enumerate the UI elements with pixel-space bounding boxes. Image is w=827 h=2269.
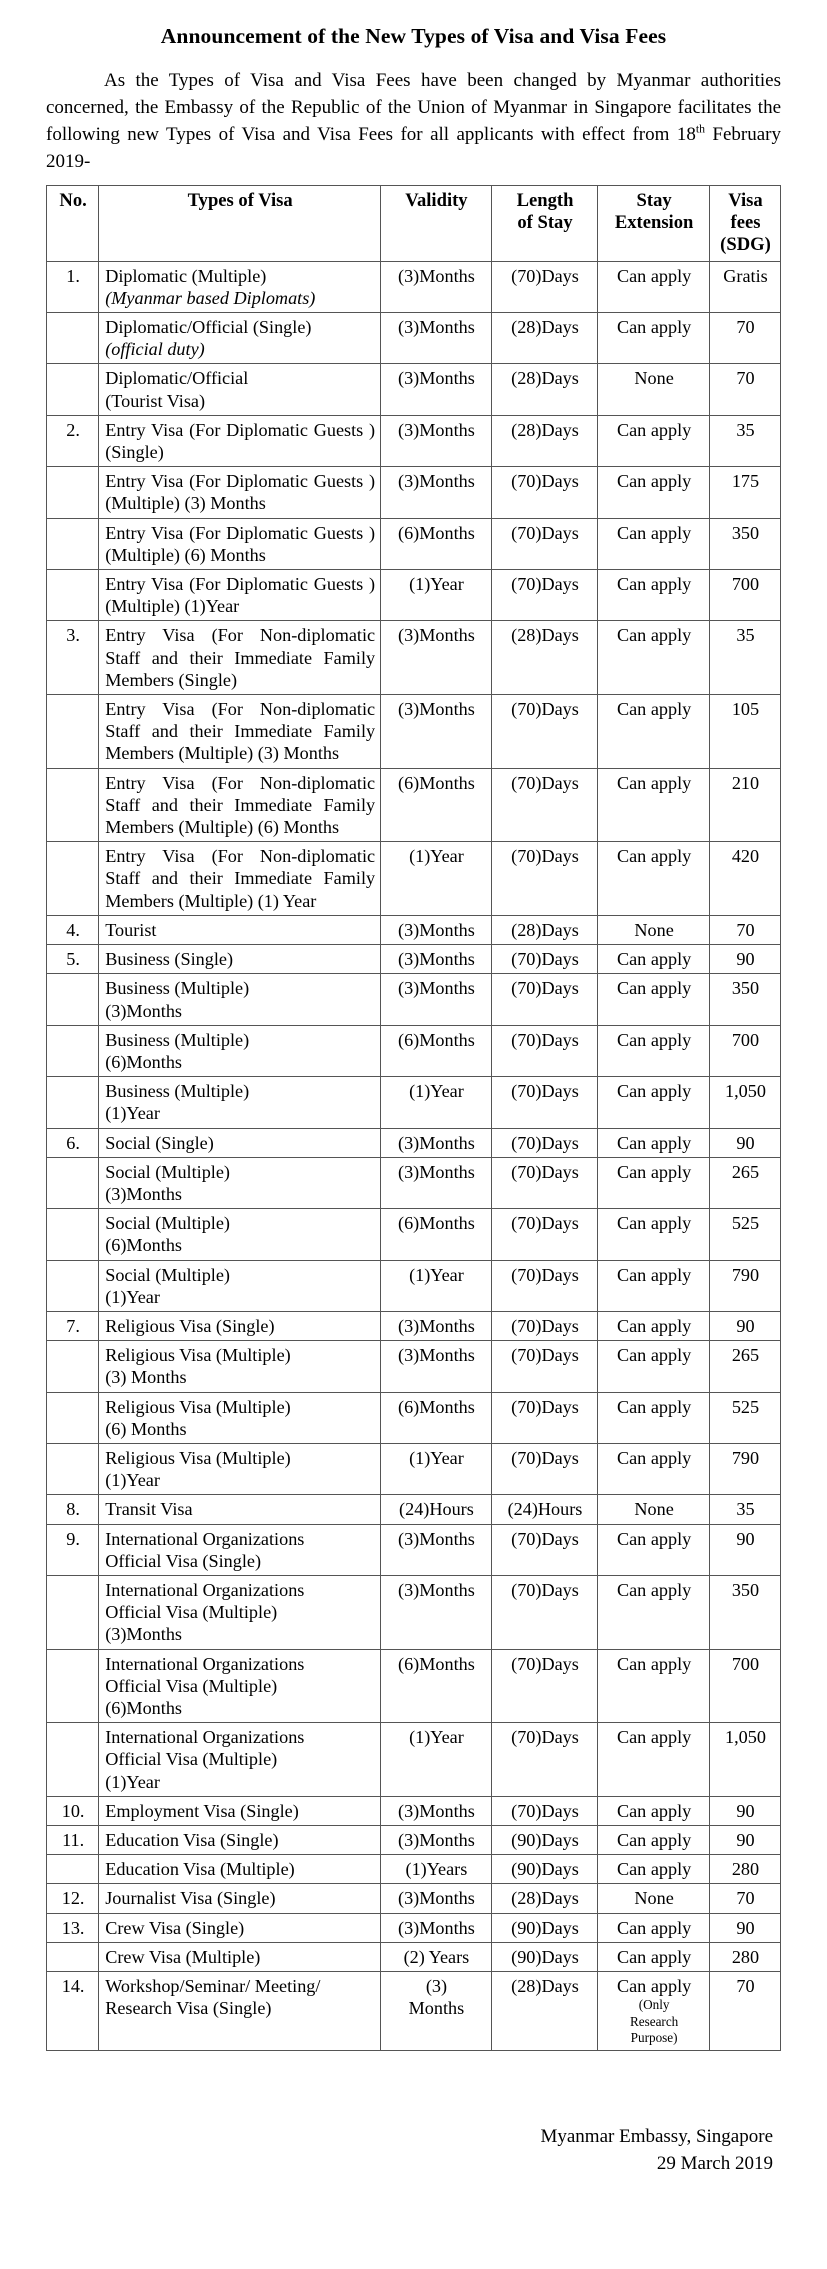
row-number-cell bbox=[47, 313, 99, 364]
validity-cell: (6)Months bbox=[381, 518, 492, 569]
row-number-cell bbox=[47, 842, 99, 916]
ordinal-suffix: th bbox=[695, 122, 705, 136]
table-row bbox=[47, 1260, 781, 1311]
visa-type-cell: Crew Visa (Single) bbox=[99, 1913, 381, 1942]
length-of-stay-cell: (70)Days bbox=[491, 768, 597, 842]
stay-extension-cell: Can apply bbox=[598, 467, 710, 518]
visa-fee-cell: 280 bbox=[709, 1855, 780, 1884]
length-of-stay-cell: (90)Days bbox=[491, 1913, 597, 1942]
validity-cell: (3)Months bbox=[381, 1884, 492, 1913]
visa-type-cell: Religious Visa (Multiple) (6) Months bbox=[99, 1392, 381, 1443]
visa-fee-cell: Gratis bbox=[709, 261, 780, 312]
validity-cell: (3)Months bbox=[381, 1796, 492, 1825]
stay-extension-cell: Can apply bbox=[598, 1723, 710, 1797]
stay-extension-cell: Can apply bbox=[598, 1077, 710, 1128]
table-row bbox=[47, 1392, 781, 1443]
visa-fee-cell: 1,050 bbox=[709, 1077, 780, 1128]
visa-type-note: (Myanmar based Diplomats) bbox=[105, 287, 316, 308]
length-of-stay-cell: (70)Days bbox=[491, 695, 597, 769]
visa-fee-cell: 90 bbox=[709, 1128, 780, 1157]
row-number-cell bbox=[47, 1649, 99, 1723]
length-of-stay-cell: (28)Days bbox=[491, 1884, 597, 1913]
visa-type-cell: Transit Visa bbox=[99, 1495, 381, 1524]
visa-type-cell: Entry Visa (For Diplomatic Guests ) (Single) bbox=[99, 415, 381, 466]
row-number-cell: 10. bbox=[47, 1796, 99, 1825]
validity-cell: (1)Year bbox=[381, 570, 492, 621]
visa-fee-cell: 90 bbox=[709, 1311, 780, 1340]
validity-cell: (2) Years bbox=[381, 1942, 492, 1971]
length-of-stay-cell: (70)Days bbox=[491, 842, 597, 916]
visa-type-cell: Business (Multiple) (6)Months bbox=[99, 1025, 381, 1076]
length-of-stay-cell: (28)Days bbox=[491, 1972, 597, 2051]
table-row bbox=[47, 1942, 781, 1971]
visa-fee-cell: 70 bbox=[709, 915, 780, 944]
table-row bbox=[47, 915, 781, 944]
row-number-cell: 6. bbox=[47, 1128, 99, 1157]
visa-type-cell: Entry Visa (For Diplomatic Guests ) (Multiple) (3) Months bbox=[99, 467, 381, 518]
row-number-cell bbox=[47, 1942, 99, 1971]
row-number-cell bbox=[47, 974, 99, 1025]
table-row bbox=[47, 261, 781, 312]
row-number-cell bbox=[47, 364, 99, 415]
stay-extension-cell: Can apply bbox=[598, 1913, 710, 1942]
visa-type-cell: Diplomatic/Official (Single) (official duty) bbox=[99, 313, 381, 364]
visa-type-cell: Entry Visa (For Non-diplomatic Staff and their Immediate Family Members (Multiple) (6) Months bbox=[99, 768, 381, 842]
visa-fee-cell: 90 bbox=[709, 1826, 780, 1855]
validity-cell: (6)Months bbox=[381, 1209, 492, 1260]
table-row bbox=[47, 621, 781, 695]
visa-type-cell: Tourist bbox=[99, 915, 381, 944]
visa-fee-cell: 175 bbox=[709, 467, 780, 518]
visa-fee-cell: 90 bbox=[709, 1913, 780, 1942]
validity-cell: (3)Months bbox=[381, 1826, 492, 1855]
table-row bbox=[47, 1884, 781, 1913]
visa-fee-cell: 700 bbox=[709, 1649, 780, 1723]
validity-cell: (3)Months bbox=[381, 313, 492, 364]
row-number-cell bbox=[47, 1443, 99, 1494]
visa-type-cell: Entry Visa (For Non-diplomatic Staff and their Immediate Family Members (Multiple) (3) Months bbox=[99, 695, 381, 769]
visa-type-cell: Business (Multiple) (3)Months bbox=[99, 974, 381, 1025]
stay-extension-cell: Can apply bbox=[598, 1443, 710, 1494]
table-row bbox=[47, 1649, 781, 1723]
validity-cell: (3)Months bbox=[381, 1341, 492, 1392]
visa-fee-cell: 700 bbox=[709, 570, 780, 621]
validity-cell: (1)Year bbox=[381, 842, 492, 916]
table-row bbox=[47, 1796, 781, 1825]
stay-extension-cell: Can apply bbox=[598, 1942, 710, 1971]
table-row bbox=[47, 1077, 781, 1128]
visa-type-cell: Religious Visa (Multiple) (1)Year bbox=[99, 1443, 381, 1494]
validity-cell: (3)Months bbox=[381, 1524, 492, 1575]
validity-cell: (3)Months bbox=[381, 1128, 492, 1157]
stay-extension-cell: Can apply (Only Research Purpose) bbox=[598, 1972, 710, 2051]
row-number-cell: 13. bbox=[47, 1913, 99, 1942]
visa-fee-cell: 525 bbox=[709, 1209, 780, 1260]
row-number-cell: 1. bbox=[47, 261, 99, 312]
row-number-cell: 11. bbox=[47, 1826, 99, 1855]
table-row bbox=[47, 364, 781, 415]
validity-cell: (3) Months bbox=[381, 1972, 492, 2051]
stay-extension-cell: Can apply bbox=[598, 261, 710, 312]
stay-extension-cell: Can apply bbox=[598, 1128, 710, 1157]
stay-extension-cell: Can apply bbox=[598, 695, 710, 769]
visa-fee-cell: 90 bbox=[709, 1796, 780, 1825]
length-of-stay-cell: (70)Days bbox=[491, 1723, 597, 1797]
visa-type-cell: Business (Single) bbox=[99, 945, 381, 974]
row-number-cell bbox=[47, 1575, 99, 1649]
column-header-length-of-stay bbox=[491, 185, 597, 261]
visa-fee-cell: 70 bbox=[709, 313, 780, 364]
table-row bbox=[47, 313, 781, 364]
stay-extension-note: (Only Research Purpose) bbox=[629, 1997, 679, 2046]
visa-fee-cell: 90 bbox=[709, 1524, 780, 1575]
row-number-cell: 3. bbox=[47, 621, 99, 695]
stay-extension-cell: Can apply bbox=[598, 621, 710, 695]
stay-extension-cell: Can apply bbox=[598, 1575, 710, 1649]
stay-extension-cell: Can apply bbox=[598, 1209, 710, 1260]
stay-extension-cell: Can apply bbox=[598, 1826, 710, 1855]
row-number-cell bbox=[47, 1209, 99, 1260]
visa-fee-cell: 700 bbox=[709, 1025, 780, 1076]
validity-cell: (3)Months bbox=[381, 945, 492, 974]
validity-cell: (1)Year bbox=[381, 1260, 492, 1311]
visa-type-note: (official duty) bbox=[105, 339, 205, 360]
table-row bbox=[47, 1341, 781, 1392]
visa-fee-cell: 35 bbox=[709, 415, 780, 466]
length-of-stay-cell: (70)Days bbox=[491, 518, 597, 569]
table-row bbox=[47, 1913, 781, 1942]
table-row bbox=[47, 1495, 781, 1524]
table-row bbox=[47, 1855, 781, 1884]
column-header-extension-line2: Extension bbox=[614, 211, 694, 233]
stay-extension-cell: Can apply bbox=[598, 1649, 710, 1723]
row-number-cell: 14. bbox=[47, 1972, 99, 2051]
length-of-stay-cell: (70)Days bbox=[491, 1157, 597, 1208]
visa-fees-table bbox=[46, 185, 781, 2051]
table-row bbox=[47, 1972, 781, 2051]
validity-cell: (6)Months bbox=[381, 1649, 492, 1723]
length-of-stay-cell: (28)Days bbox=[491, 915, 597, 944]
stay-extension-cell: Can apply bbox=[598, 1157, 710, 1208]
visa-fee-cell: 350 bbox=[709, 1575, 780, 1649]
visa-type-cell: Diplomatic/Official (Tourist Visa) bbox=[99, 364, 381, 415]
visa-type-cell: Education Visa (Single) bbox=[99, 1826, 381, 1855]
visa-type-cell: Social (Single) bbox=[99, 1128, 381, 1157]
visa-fee-cell: 70 bbox=[709, 364, 780, 415]
table-row bbox=[47, 1311, 781, 1340]
visa-type-cell: Social (Multiple) (3)Months bbox=[99, 1157, 381, 1208]
row-number-cell: 4. bbox=[47, 915, 99, 944]
length-of-stay-cell: (24)Hours bbox=[491, 1495, 597, 1524]
length-of-stay-cell: (70)Days bbox=[491, 1524, 597, 1575]
visa-fee-cell: 525 bbox=[709, 1392, 780, 1443]
visa-type-cell: Business (Multiple) (1)Year bbox=[99, 1077, 381, 1128]
visa-type-cell: Religious Visa (Single) bbox=[99, 1311, 381, 1340]
column-header-fee-line2: fees bbox=[730, 211, 761, 233]
length-of-stay-cell: (70)Days bbox=[491, 1025, 597, 1076]
visa-type-cell: Diplomatic (Multiple) (Myanmar based Diplomats) bbox=[99, 261, 381, 312]
visa-type-cell: Entry Visa (For Diplomatic Guests ) (Multiple) (1)Year bbox=[99, 570, 381, 621]
table-row bbox=[47, 415, 781, 466]
stay-extension-cell: Can apply bbox=[598, 1025, 710, 1076]
visa-fee-cell: 790 bbox=[709, 1260, 780, 1311]
row-number-cell bbox=[47, 1392, 99, 1443]
length-of-stay-cell: (70)Days bbox=[491, 1796, 597, 1825]
signature-office: Myanmar Embassy, Singapore bbox=[540, 2125, 773, 2147]
stay-extension-cell: Can apply bbox=[598, 1260, 710, 1311]
validity-cell: (6)Months bbox=[381, 1025, 492, 1076]
table-row bbox=[47, 945, 781, 974]
length-of-stay-cell: (70)Days bbox=[491, 1575, 597, 1649]
stay-extension-cell: Can apply bbox=[598, 518, 710, 569]
column-header-stay-extension bbox=[598, 185, 710, 261]
visa-fee-cell: 265 bbox=[709, 1341, 780, 1392]
stay-extension-cell: Can apply bbox=[598, 570, 710, 621]
stay-extension-cell: None bbox=[598, 364, 710, 415]
validity-cell: (3)Months bbox=[381, 695, 492, 769]
validity-cell: (3)Months bbox=[381, 974, 492, 1025]
column-header-no: No. bbox=[47, 185, 99, 261]
visa-fee-cell: 105 bbox=[709, 695, 780, 769]
row-number-cell bbox=[47, 1855, 99, 1884]
row-number-cell: 7. bbox=[47, 1311, 99, 1340]
table-row bbox=[47, 467, 781, 518]
row-number-cell bbox=[47, 768, 99, 842]
length-of-stay-cell: (28)Days bbox=[491, 621, 597, 695]
column-header-extension-line1: Stay bbox=[636, 189, 672, 211]
visa-fee-cell: 210 bbox=[709, 768, 780, 842]
visa-fee-cell: 420 bbox=[709, 842, 780, 916]
visa-type-cell: Entry Visa (For Non-diplomatic Staff and their Immediate Family Members (Single) bbox=[99, 621, 381, 695]
stay-extension-cell: Can apply bbox=[598, 1796, 710, 1825]
visa-fee-cell: 70 bbox=[709, 1972, 780, 2051]
row-number-cell bbox=[47, 570, 99, 621]
column-header-fee-line1: Visa bbox=[728, 189, 763, 211]
intro-text-after: February 2019- bbox=[46, 123, 781, 172]
length-of-stay-cell: (90)Days bbox=[491, 1826, 597, 1855]
visa-fee-cell: 90 bbox=[709, 945, 780, 974]
length-of-stay-cell: (70)Days bbox=[491, 1341, 597, 1392]
table-row bbox=[47, 974, 781, 1025]
length-of-stay-cell: (70)Days bbox=[491, 1209, 597, 1260]
validity-cell: (1)Years bbox=[381, 1855, 492, 1884]
row-number-cell bbox=[47, 518, 99, 569]
length-of-stay-cell: (28)Days bbox=[491, 415, 597, 466]
column-header-length-line1: Length bbox=[516, 189, 574, 211]
column-header-visa-fees bbox=[709, 185, 780, 261]
validity-cell: (3)Months bbox=[381, 1575, 492, 1649]
table-row bbox=[47, 842, 781, 916]
stay-extension-cell: Can apply bbox=[598, 415, 710, 466]
length-of-stay-cell: (70)Days bbox=[491, 974, 597, 1025]
validity-cell: (3)Months bbox=[381, 467, 492, 518]
length-of-stay-cell: (90)Days bbox=[491, 1855, 597, 1884]
row-number-cell bbox=[47, 1157, 99, 1208]
visa-fee-cell: 265 bbox=[709, 1157, 780, 1208]
length-of-stay-cell: (70)Days bbox=[491, 1077, 597, 1128]
table-row bbox=[47, 1209, 781, 1260]
length-of-stay-cell: (70)Days bbox=[491, 1443, 597, 1494]
validity-cell: (3)Months bbox=[381, 1157, 492, 1208]
stay-extension-cell: Can apply bbox=[598, 945, 710, 974]
table-row bbox=[47, 1575, 781, 1649]
column-header-validity: Validity bbox=[381, 185, 492, 261]
stay-extension-cell: Can apply bbox=[598, 1524, 710, 1575]
table-header bbox=[47, 185, 781, 261]
validity-cell: (3)Months bbox=[381, 364, 492, 415]
validity-cell: (1)Year bbox=[381, 1723, 492, 1797]
row-number-cell: 2. bbox=[47, 415, 99, 466]
stay-extension-cell: Can apply bbox=[598, 313, 710, 364]
visa-fee-cell: 70 bbox=[709, 1884, 780, 1913]
length-of-stay-cell: (70)Days bbox=[491, 467, 597, 518]
stay-extension-cell: Can apply bbox=[598, 1311, 710, 1340]
visa-type-cell: Entry Visa (For Non-diplomatic Staff and their Immediate Family Members (Multiple) (1) Year bbox=[99, 842, 381, 916]
page-title: Announcement of the New Types of Visa and Visa Fees bbox=[160, 24, 667, 48]
table-row bbox=[47, 1128, 781, 1157]
row-number-cell bbox=[47, 1025, 99, 1076]
visa-type-cell: International Organizations Official Visa (Multiple) (3)Months bbox=[99, 1575, 381, 1649]
visa-fee-cell: 35 bbox=[709, 1495, 780, 1524]
visa-type-cell: Journalist Visa (Single) bbox=[99, 1884, 381, 1913]
stay-extension-cell: Can apply bbox=[598, 768, 710, 842]
table-row bbox=[47, 570, 781, 621]
visa-fee-cell: 35 bbox=[709, 621, 780, 695]
row-number-cell bbox=[47, 1260, 99, 1311]
stay-extension-cell: None bbox=[598, 915, 710, 944]
length-of-stay-cell: (70)Days bbox=[491, 1260, 597, 1311]
row-number-cell: 9. bbox=[47, 1524, 99, 1575]
table-row bbox=[47, 1025, 781, 1076]
stay-extension-cell: None bbox=[598, 1884, 710, 1913]
validity-cell: (3)Months bbox=[381, 415, 492, 466]
row-number-cell bbox=[47, 467, 99, 518]
table-row bbox=[47, 1157, 781, 1208]
row-number-cell: 12. bbox=[47, 1884, 99, 1913]
validity-cell: (3)Months bbox=[381, 1311, 492, 1340]
stay-extension-cell: Can apply bbox=[598, 1392, 710, 1443]
length-of-stay-cell: (70)Days bbox=[491, 1649, 597, 1723]
row-number-cell: 8. bbox=[47, 1495, 99, 1524]
visa-type-cell: Education Visa (Multiple) bbox=[99, 1855, 381, 1884]
stay-extension-cell: Can apply bbox=[598, 1341, 710, 1392]
column-header-fee-line3: (SDG) bbox=[720, 234, 771, 256]
length-of-stay-cell: (28)Days bbox=[491, 313, 597, 364]
visa-fee-cell: 790 bbox=[709, 1443, 780, 1494]
visa-type-cell: International Organizations Official Visa (Single) bbox=[99, 1524, 381, 1575]
table-header-row bbox=[47, 185, 781, 261]
validity-cell: (6)Months bbox=[381, 768, 492, 842]
visa-type-cell: International Organizations Official Visa (Multiple) (1)Year bbox=[99, 1723, 381, 1797]
length-of-stay-cell: (70)Days bbox=[491, 570, 597, 621]
length-of-stay-cell: (90)Days bbox=[491, 1942, 597, 1971]
visa-type-cell: Employment Visa (Single) bbox=[99, 1796, 381, 1825]
table-row bbox=[47, 518, 781, 569]
signature-block bbox=[46, 2123, 781, 2178]
visa-fee-cell: 1,050 bbox=[709, 1723, 780, 1797]
validity-cell: (1)Year bbox=[381, 1077, 492, 1128]
length-of-stay-cell: (70)Days bbox=[491, 1128, 597, 1157]
length-of-stay-cell: (70)Days bbox=[491, 1311, 597, 1340]
row-number-cell: 5. bbox=[47, 945, 99, 974]
column-header-length-line2: of Stay bbox=[517, 211, 573, 233]
validity-cell: (3)Months bbox=[381, 621, 492, 695]
visa-type-cell: Workshop/Seminar/ Meeting/ Research Visa (Single) bbox=[99, 1972, 381, 2051]
visa-fee-cell: 350 bbox=[709, 974, 780, 1025]
table-body bbox=[47, 261, 781, 2050]
stay-extension-cell: Can apply bbox=[598, 842, 710, 916]
row-number-cell bbox=[47, 1723, 99, 1797]
table-row bbox=[47, 1443, 781, 1494]
row-number-cell bbox=[47, 695, 99, 769]
stay-extension-cell: Can apply bbox=[598, 974, 710, 1025]
visa-type-cell: Religious Visa (Multiple) (3) Months bbox=[99, 1341, 381, 1392]
table-row bbox=[47, 768, 781, 842]
row-number-cell bbox=[47, 1341, 99, 1392]
row-number-cell bbox=[47, 1077, 99, 1128]
length-of-stay-cell: (70)Days bbox=[491, 261, 597, 312]
validity-cell: (3)Months bbox=[381, 261, 492, 312]
column-header-types-of-visa: Types of Visa bbox=[99, 185, 381, 261]
visa-type-cell: Crew Visa (Multiple) bbox=[99, 1942, 381, 1971]
length-of-stay-cell: (28)Days bbox=[491, 364, 597, 415]
intro-text-before: As the Types of Visa and Visa Fees have been changed by Myanmar authorities concerned, the Embassy of the Republic of the Union of Myanmar in Singapore facilitates the following new Types of Visa and Visa Fees for all applicants with effect from 18 bbox=[46, 69, 781, 145]
validity-cell: (3)Months bbox=[381, 915, 492, 944]
visa-type-cell: Entry Visa (For Diplomatic Guests ) (Multiple) (6) Months bbox=[99, 518, 381, 569]
intro-paragraph bbox=[46, 68, 781, 176]
visa-type-cell: Social (Multiple) (6)Months bbox=[99, 1209, 381, 1260]
validity-cell: (6)Months bbox=[381, 1392, 492, 1443]
visa-fee-cell: 280 bbox=[709, 1942, 780, 1971]
visa-type-cell: International Organizations Official Visa (Multiple) (6)Months bbox=[99, 1649, 381, 1723]
signature-date: 29 March 2019 bbox=[656, 2153, 773, 2175]
length-of-stay-cell: (70)Days bbox=[491, 945, 597, 974]
stay-extension-cell: Can apply bbox=[598, 1855, 710, 1884]
table-row bbox=[47, 1826, 781, 1855]
validity-cell: (3)Months bbox=[381, 1913, 492, 1942]
table-row bbox=[47, 1524, 781, 1575]
visa-type-cell: Social (Multiple) (1)Year bbox=[99, 1260, 381, 1311]
length-of-stay-cell: (70)Days bbox=[491, 1392, 597, 1443]
stay-extension-cell: None bbox=[598, 1495, 710, 1524]
visa-fee-cell: 350 bbox=[709, 518, 780, 569]
table-row bbox=[47, 695, 781, 769]
validity-cell: (24)Hours bbox=[381, 1495, 492, 1524]
table-row bbox=[47, 1723, 781, 1797]
validity-cell: (1)Year bbox=[381, 1443, 492, 1494]
